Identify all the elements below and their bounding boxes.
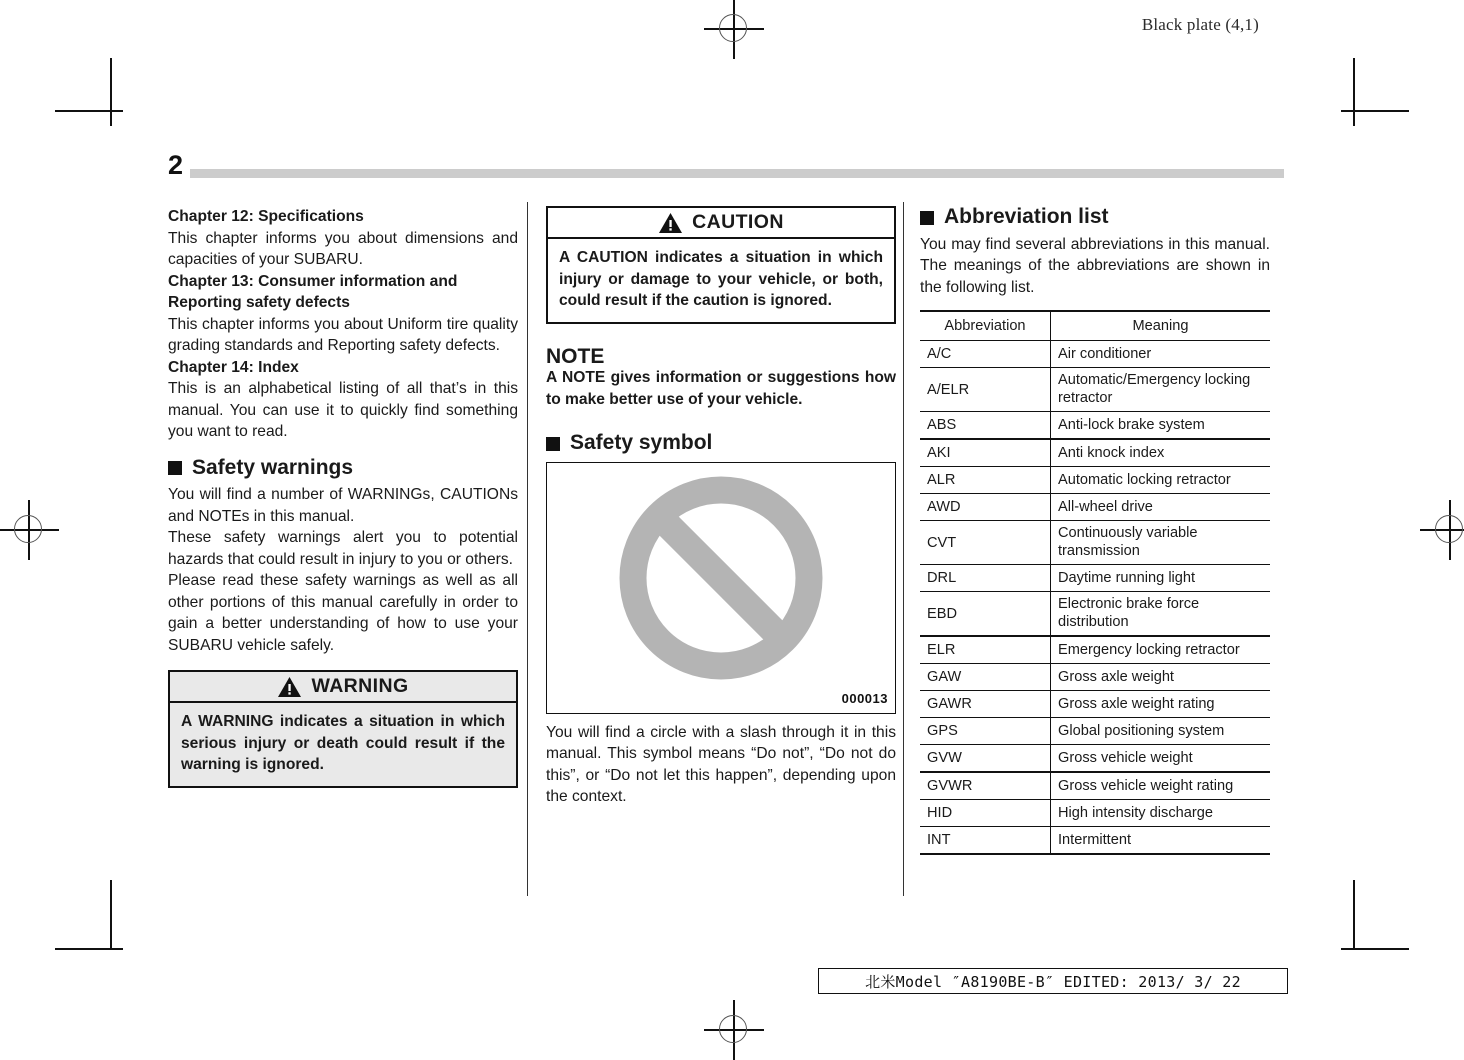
crop-mark-bottom-right-horizontal [1341, 948, 1409, 950]
registration-mark-bottom [704, 1000, 764, 1060]
page-number: 2 [168, 150, 184, 180]
safety-paragraph-3: Please read these safety warnings as well as all other portions of this manual carefully in order to gain a better understanding of how to use your SUBARU vehicle safely. [168, 572, 518, 654]
table-header-row [920, 311, 1270, 341]
black-plate-label: Black plate (4,1) [1141, 15, 1259, 34]
caution-box-header [546, 206, 896, 239]
print-footer-label: 北米Model ″A8190BE-B″ EDITED: 2013/ 3/ 22 [818, 968, 1288, 994]
caution-box-title: CAUTION [692, 210, 784, 233]
table-row [920, 592, 1270, 637]
note-heading: NOTE [546, 344, 605, 368]
safety-warnings-heading [168, 457, 518, 479]
chapter-12-body: This chapter informs you about dimensions and capacities of your SUBARU. [168, 229, 518, 268]
table-row [920, 718, 1270, 745]
safety-paragraph-2: These safety warnings alert you to potential hazards that could result in injury to you or others. [168, 529, 518, 568]
table-row [920, 827, 1270, 855]
chapter-13-heading: Chapter 13: Consumer information and Reporting safety defects [168, 272, 458, 311]
square-bullet-icon [546, 437, 560, 451]
crop-mark-bottom-left-vertical [110, 880, 112, 948]
warning-box-header [168, 670, 518, 703]
caution-box-body: A CAUTION indicates a situation in which injury or damage to your vehicle, or both, could result if the caution is ignored. [546, 239, 896, 324]
table-cell-meaning: High intensity discharge [1051, 800, 1271, 827]
table-cell-meaning: Anti knock index [1051, 439, 1271, 467]
table-row [920, 772, 1270, 800]
table-cell-abbreviation: GVW [920, 745, 1051, 773]
table-cell-abbreviation: ELR [920, 636, 1051, 664]
abbreviation-intro: You may find several abbreviations in this manual. The meanings of the abbreviations are shown in the following list. [920, 235, 1270, 296]
table-row [920, 691, 1270, 718]
table-cell-abbreviation: AKI [920, 439, 1051, 467]
chapter-14-heading: Chapter 14: Index [168, 358, 299, 376]
table-row [920, 341, 1270, 368]
table-row [920, 800, 1270, 827]
table-row [920, 565, 1270, 592]
table-cell-abbreviation: GAW [920, 664, 1051, 691]
table-cell-abbreviation: GVWR [920, 772, 1051, 800]
table-row [920, 368, 1270, 412]
figure-caption: You will find a circle with a slash through it in this manual. This symbol means “Do not”, “Do not do this”, or “Do not let this happen”, depending upon the context. [546, 723, 896, 805]
table-cell-abbreviation: DRL [920, 565, 1051, 592]
safety-symbol-figure [546, 462, 896, 714]
column-divider-2 [903, 202, 904, 896]
table-cell-meaning: Gross vehicle weight rating [1051, 772, 1271, 800]
safety-symbol-heading-label: Safety symbol [570, 431, 713, 454]
crop-mark-bottom-right-vertical [1353, 880, 1355, 948]
table-row [920, 664, 1270, 691]
table-cell-meaning: Gross axle weight [1051, 664, 1271, 691]
table-cell-meaning: Electronic brake force distribution [1051, 592, 1271, 637]
warning-triangle-icon [658, 212, 683, 234]
table-cell-abbreviation: A/C [920, 341, 1051, 368]
registration-mark-right [1420, 500, 1464, 560]
square-bullet-icon [920, 211, 934, 225]
table-cell-meaning: Intermittent [1051, 827, 1271, 855]
page-header [168, 150, 1268, 184]
table-cell-meaning: Continuously variable transmission [1051, 521, 1271, 565]
figure-id-label: 000013 [841, 691, 888, 706]
table-row [920, 521, 1270, 565]
table-cell-meaning: Automatic/Emergency locking retractor [1051, 368, 1271, 412]
registration-mark-top [704, 0, 764, 59]
table-cell-abbreviation: CVT [920, 521, 1051, 565]
warning-triangle-icon [277, 676, 302, 698]
table-cell-abbreviation: GPS [920, 718, 1051, 745]
table-cell-abbreviation: HID [920, 800, 1051, 827]
left-column [168, 206, 518, 788]
warning-box-body: A WARNING indicates a situation in which serious injury or death could result if the warning is ignored. [168, 703, 518, 788]
table-cell-abbreviation: INT [920, 827, 1051, 855]
chapter-12-heading: Chapter 12: Specifications [168, 208, 364, 225]
table-row [920, 745, 1270, 773]
crop-mark-bottom-left-horizontal [55, 948, 123, 950]
warning-box-title: WARNING [311, 674, 409, 697]
crop-mark-top-right-vertical [1353, 58, 1355, 126]
table-cell-meaning: Anti-lock brake system [1051, 412, 1271, 440]
safety-symbol-heading [546, 432, 896, 454]
table-row [920, 467, 1270, 494]
table-cell-abbreviation: AWD [920, 494, 1051, 521]
table-cell-meaning: All-wheel drive [1051, 494, 1271, 521]
table-row [920, 494, 1270, 521]
table-cell-abbreviation: GAWR [920, 691, 1051, 718]
chapter-14-body: This is an alphabetical listing of all that’s in this manual. You can use it to quickly find something you want to read. [168, 380, 518, 440]
page-header-rule [190, 169, 1284, 178]
right-column [920, 206, 1270, 855]
caution-box [546, 206, 896, 324]
middle-column [546, 206, 896, 808]
registration-mark-left [0, 500, 59, 560]
table-row [920, 439, 1270, 467]
note-body: A NOTE gives information or suggestions how to make better use of your vehicle. [546, 369, 896, 408]
chapter-13-body: This chapter informs you about Uniform tire quality grading standards and Reporting safety defects. [168, 315, 518, 354]
table-cell-meaning: Gross vehicle weight [1051, 745, 1271, 773]
crop-mark-top-right-horizontal [1341, 110, 1409, 112]
abbreviation-list-heading [920, 206, 1270, 228]
table-header-abbreviation: Abbreviation [920, 311, 1051, 341]
abbreviation-list-heading-label: Abbreviation list [944, 205, 1109, 228]
table-row [920, 412, 1270, 440]
prohibition-circle-slash-icon [619, 476, 823, 680]
abbreviation-table [920, 310, 1270, 855]
table-cell-abbreviation: ABS [920, 412, 1051, 440]
table-cell-meaning: Air conditioner [1051, 341, 1271, 368]
column-divider-1 [527, 202, 528, 896]
crop-mark-top-left-horizontal [55, 110, 123, 112]
square-bullet-icon [168, 461, 182, 475]
table-cell-meaning: Emergency locking retractor [1051, 636, 1271, 664]
table-header-meaning: Meaning [1051, 311, 1271, 341]
table-row [920, 636, 1270, 664]
table-cell-abbreviation: ALR [920, 467, 1051, 494]
warning-box [168, 670, 518, 788]
safety-warnings-heading-label: Safety warnings [192, 455, 354, 479]
crop-mark-top-left-vertical [110, 58, 112, 126]
table-cell-meaning: Daytime running light [1051, 565, 1271, 592]
table-cell-meaning: Global positioning system [1051, 718, 1271, 745]
table-cell-meaning: Automatic locking retractor [1051, 467, 1271, 494]
table-cell-abbreviation: EBD [920, 592, 1051, 637]
table-cell-meaning: Gross axle weight rating [1051, 691, 1271, 718]
safety-paragraph-1: You will find a number of WARNINGs, CAUTIONs and NOTEs in this manual. [168, 486, 518, 525]
table-cell-abbreviation: A/ELR [920, 368, 1051, 412]
